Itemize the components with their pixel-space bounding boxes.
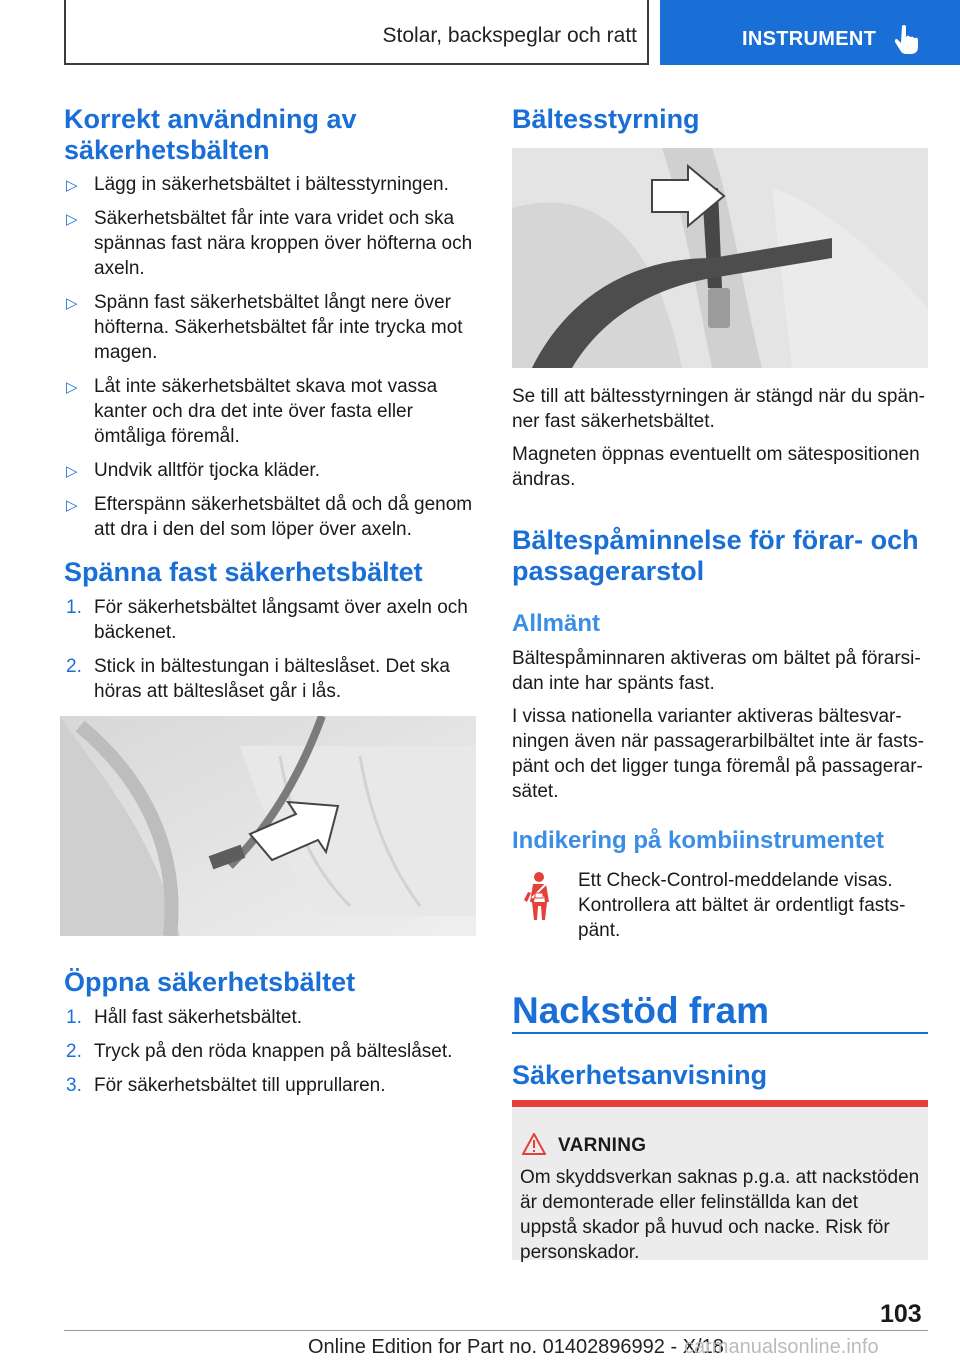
list-item: 1. Håll fast säkerhetsbältet. [66, 1007, 303, 1028]
list-item: 3. För säkerhetsbältet till upprullaren. [66, 1075, 386, 1096]
belt-guide-photo [512, 148, 928, 368]
belt-guide-para-1: Se till att bältesstyrningen är stängd när du spänner fast säkerhetsbältet. [512, 386, 925, 432]
seatbelt-warning-icon [524, 870, 556, 922]
general-para-2: I vissa nationella varianter aktiveras bältesvarningen även när passagerarbilbältet inte är fastspänt och det ligger tunga föremål på passagerarsätet. [512, 706, 924, 802]
warning-triangle-icon [522, 1133, 546, 1155]
list-item: 2. Tryck på den röda knappen på bälteslåset. [66, 1041, 453, 1062]
chapter-tab-label: INSTRUMENT [742, 28, 877, 50]
indicator-heading: Indikering på kombiinstrumentet [512, 827, 885, 854]
section-divider [512, 1032, 928, 1034]
watermark: carmanualsonline.info [684, 1336, 879, 1358]
chapter-tab[interactable] [660, 0, 960, 65]
indicator-text: Ett Check-Control-meddelande visas. Kontrollera att bältet är ordentligt fastspänt. [578, 870, 906, 941]
section-title: Stolar, backspeglar och ratt [382, 24, 637, 47]
fasten-steps [64, 595, 476, 713]
triangle-marker-icon: ▷ [66, 295, 78, 312]
warning-box [512, 1100, 928, 1263]
belt-guide-para-2: Magneten öppnas eventuellt om sätespositionen ändras. [512, 444, 920, 490]
list-item: ▷ Lägg in säkerhetsbältet i bältesstyrningen. [64, 172, 476, 197]
footer-divider [64, 1330, 928, 1331]
warning-title: VARNING [558, 1135, 647, 1156]
triangle-marker-icon: ▷ [66, 497, 78, 514]
list-item: 1. För säkerhetsbältet långsamt över axeln och bäckenet. [66, 597, 468, 643]
belt-guide-heading: Bältesstyrning [512, 104, 700, 134]
list-item: ▷ Säkerhetsbältet får inte vara vridet och ska spännas fast nära kroppen över höfterna och axeln. [66, 208, 473, 279]
headrest-heading: Nackstöd fram [512, 990, 770, 1031]
seatbelt-buckle-photo [60, 716, 476, 936]
open-heading: Öppna säkerhetsbältet [64, 967, 356, 997]
list-item: ▷ Låt inte säkerhetsbältet skava mot vassa kanter och dra det inte över fasta eller ömtåliga föremål. [66, 376, 438, 447]
fasten-heading: Spänna fast säkerhetsbältet [64, 557, 423, 587]
general-heading: Allmänt [512, 610, 601, 637]
open-steps [64, 1005, 476, 1107]
warning-text: Om skyddsverkan saknas p.g.a. att nackstöden är demonterade eller felinställda kan det uppstå skador på huvud och nacke. Risk för personskador. [520, 1167, 920, 1263]
safety-heading: Säkerhetsanvisning [512, 1060, 768, 1090]
page-number: 103 [880, 1300, 922, 1328]
correct-use-heading: Korrekt användning av säkerhetsbälten [64, 104, 357, 165]
edition-text: Online Edition for Part no. 01402896992 - X/18 [308, 1336, 724, 1358]
triangle-marker-icon: ▷ [66, 379, 78, 396]
correct-use-list [64, 172, 476, 551]
header-section-box [64, 0, 649, 65]
triangle-marker-icon: ▷ [66, 177, 78, 194]
list-item: 2. Stick in bältestungan i bälteslåset. Det ska höras att bälteslåset går i lås. [66, 656, 450, 702]
triangle-marker-icon: ▷ [66, 463, 78, 480]
general-para-1: Bältespåminnaren aktiveras om bältet på förarsidan inte har spänts fast. [512, 648, 921, 694]
triangle-marker-icon: ▷ [66, 211, 78, 228]
hand-pointer-icon [893, 24, 919, 54]
list-item: ▷ Spänn fast säkerhetsbältet långt nere över höfterna. Säkerhetsbältet får inte trycka mot magen. [66, 292, 463, 363]
list-item: ▷ Undvik alltför tjocka kläder. [64, 458, 476, 483]
reminder-heading: Bältespåminnelse för förar- och passagerarstol [512, 525, 919, 586]
list-item: ▷ Efterspänn säkerhetsbältet då och då genom att dra i den del som löper över axeln. [66, 494, 473, 540]
